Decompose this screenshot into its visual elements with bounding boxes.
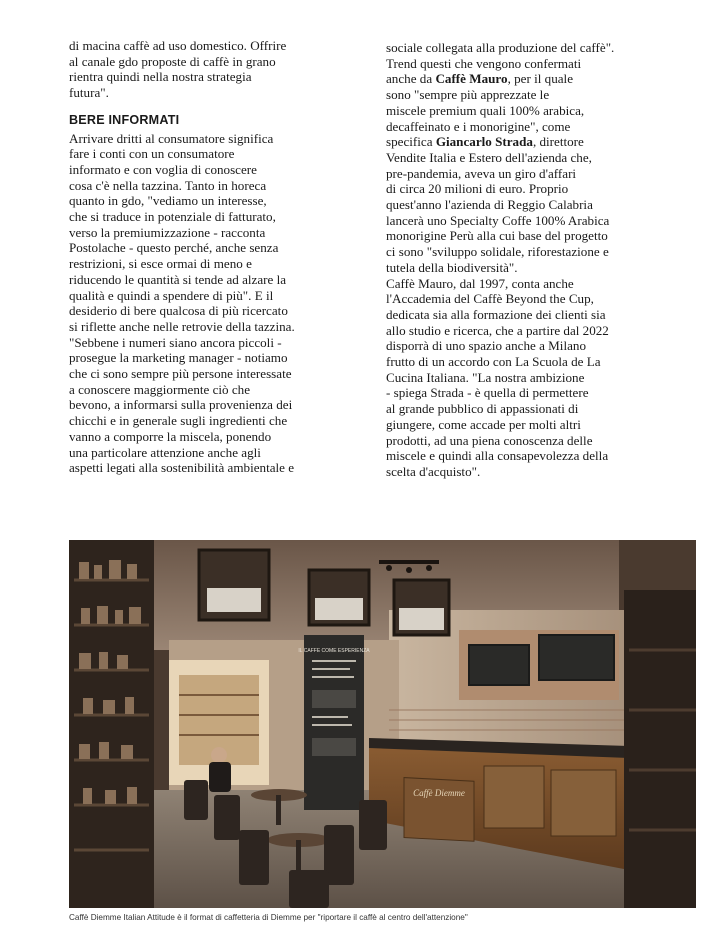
text-line: aspetti legati alla sostenibilità ambientale e	[69, 460, 295, 476]
person-name: Giancarlo Strada	[435, 134, 533, 150]
text-line: miscele e quindi alla consapevolezza della	[386, 448, 609, 464]
text-line: restrizioni, si esce ormai di meno e	[69, 256, 252, 272]
text-line: sociale collegata alla produzione del caffè".	[386, 40, 615, 55]
article-left-column	[69, 38, 333, 476]
text-line: Cucina Italiana. "La nostra ambizione	[386, 369, 585, 385]
text-line: - spiega Strada - è quella di permettere	[386, 385, 589, 401]
text-line: sono "sempre più apprezzate le	[386, 87, 550, 103]
chalkboard-title: IL CAFFE COME ESPERIENZA	[298, 648, 370, 654]
text-run: , per il quale	[507, 71, 574, 87]
text-line: dedicata sia alla formazione dei clienti sia	[386, 306, 606, 322]
intro-paragraph	[69, 38, 333, 101]
text-line: di circa 20 milioni di euro. Proprio	[386, 181, 569, 197]
text-line: cosa c'è nella tazzina. Tanto in horeca	[69, 177, 267, 193]
text-line: decaffeinato e i monorigine", come	[386, 118, 571, 134]
text-line: quanto in gdo, "vediamo un interesse,	[69, 193, 267, 209]
text-run: anche da	[386, 71, 436, 87]
body-paragraph	[69, 131, 333, 476]
text-line: monorigine Perù alla cui base del progetto	[386, 228, 608, 244]
text-line: giungere, come accade per molti altri	[386, 416, 581, 432]
text-line: chicchi e in generale sugli ingredienti che	[69, 413, 288, 429]
text-line: al grande pubblico di appassionati di	[386, 401, 579, 417]
text-line: tutela della biodiversità".	[386, 259, 518, 275]
text-line: prodotti, ad una piena conoscenza delle	[386, 432, 593, 448]
text-line: verso la premiumizzazione - racconta	[69, 224, 266, 240]
text-line: pre-pandemia, aveva un giro d'affari	[386, 165, 577, 181]
text-line: scelta d'acquisto".	[386, 463, 481, 479]
text-line: Vendite Italia e Estero dell'azienda che,	[386, 149, 592, 165]
text-line: prosegue la marketing manager - notiamo	[69, 350, 288, 366]
text-line: disporrà di uno spazio anche a Milano	[386, 338, 586, 354]
text-line: informato e con voglia di conoscere	[69, 161, 257, 177]
text-line: lancerà uno Specialty Coffe 100% Arabica	[386, 212, 610, 228]
cafe-interior-illustration	[69, 540, 696, 908]
photo-caption: Caffè Diemme Italian Attitude è il format di caffetteria di Diemme per "riportare il caffè al centro dell'attenzione"	[69, 913, 468, 922]
text-line: desiderio di bere qualcosa di più ricercato	[69, 303, 288, 319]
text-line: che si traduce in potenziale di fatturato,	[69, 209, 276, 225]
text-line: che ci sono sempre più persone interessate	[69, 366, 292, 382]
text-line: rientra quindi nella nostra strategia	[69, 69, 252, 85]
text-line	[386, 134, 658, 150]
article-right-column	[386, 40, 658, 480]
text-line: "Sebbene i numeri siano ancora piccoli -	[69, 334, 282, 350]
text-line: allo studio e ricerca, che a partire dal 2022	[386, 322, 609, 338]
text-line: l'Accademia del Caffè Beyond the Cup,	[386, 291, 594, 307]
text-line: qualità e quindi a spendere di più". E il	[69, 287, 274, 303]
text-line: Arrivare dritti al consumatore significa	[69, 130, 274, 146]
text-line: Postolache - questo perché, anche senza	[69, 240, 279, 256]
section-heading: BERE INFORMATI	[69, 112, 180, 127]
counter-logo: Caffè Diemme	[413, 788, 465, 798]
text-line: futura".	[69, 85, 109, 101]
text-line	[386, 71, 658, 87]
text-line: a conoscere maggiormente ciò che	[69, 381, 251, 397]
text-line: riducendo le quantità si tende ad alzare la	[69, 271, 287, 287]
text-line: si riflette anche nelle retrovie della tazzina.	[69, 318, 295, 334]
text-run: specifica	[386, 134, 436, 150]
text-line: Caffè Mauro, dal 1997, conta anche	[386, 275, 574, 291]
text-line: ci sono "sviluppo solidale, riforestazione e	[386, 244, 609, 260]
text-line: frutto di un accordo con La Scuola de La	[386, 354, 601, 370]
text-line: miscele premium quali 100% arabica,	[386, 102, 585, 118]
text-line: bevono, a informarsi sulla provenienza dei	[69, 397, 293, 413]
text-run: , direttore	[532, 134, 584, 150]
text-line: Trend questi che vengono confermati	[386, 55, 582, 71]
text-line: vanno a comporre la miscela, ponendo	[69, 428, 272, 444]
text-line: di macina caffè ad uso domestico. Offrire	[69, 38, 287, 53]
text-line: al canale gdo proposte di caffè in grano	[69, 53, 276, 69]
text-line: una particolare attenzione anche agli	[69, 444, 261, 460]
cafe-interior-photo	[69, 540, 696, 908]
brand-name: Caffè Mauro	[435, 71, 508, 87]
text-line: quest'anno l'azienda di Reggio Calabria	[386, 197, 593, 213]
text-line: fare i conti con un consumatore	[69, 146, 235, 162]
